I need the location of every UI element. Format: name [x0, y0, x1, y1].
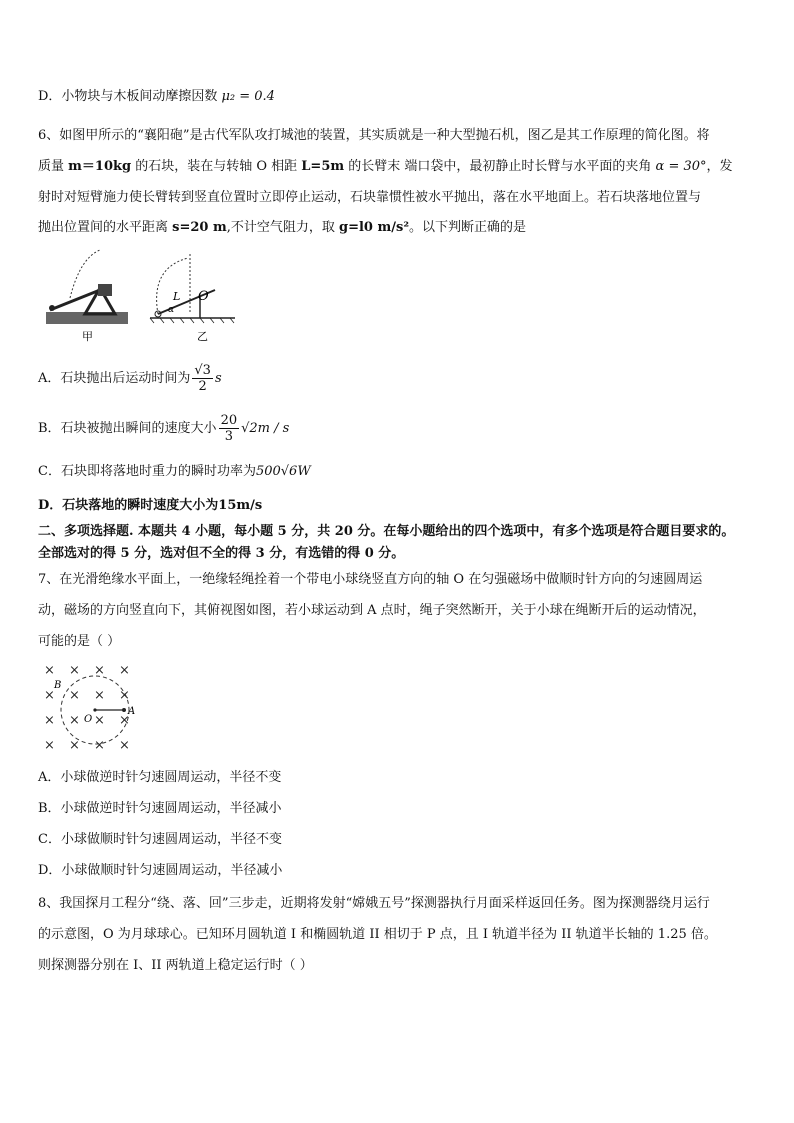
field-cross: × — [119, 713, 130, 728]
q5-option-d — [38, 89, 770, 105]
q7-option-a: A．小球做逆时针匀速圆周运动，半径不变 — [38, 770, 282, 785]
field-cross: × — [94, 713, 105, 728]
field-cross: × — [44, 688, 55, 703]
magnetic-field-diagram — [40, 658, 150, 758]
field-cross: × — [94, 663, 105, 678]
label-B: B — [54, 680, 62, 691]
fraction-denominator: 3 — [224, 429, 233, 444]
cross-grid — [44, 663, 130, 753]
q6-text: 。以下判断正确的是 — [409, 220, 527, 235]
q6-figure — [40, 248, 240, 344]
q7-option-c: C．小球做顺时针匀速圆周运动，半径不变 — [38, 832, 282, 847]
label-yi: 乙 — [197, 330, 208, 343]
section2-line2: 全部选对的得 5 分，选对但不全的得 3 分，有选错的得 0 分。 — [38, 546, 405, 561]
q6-text: ,不计空气阻力，取 — [226, 220, 339, 235]
label-L: L — [173, 290, 181, 303]
catapult-diagram — [40, 248, 240, 344]
label-O: O — [84, 714, 93, 725]
axis-O-point — [93, 708, 96, 711]
field-cross: × — [69, 713, 80, 728]
q6-option-c-text: C．石块即将落地时重力的瞬时功率为 — [38, 464, 256, 479]
q6-text: ，发 — [706, 159, 733, 174]
q7-stem-line3: 可能的是（ ） — [38, 634, 121, 649]
q7-figure — [40, 658, 150, 758]
q6-option-d: D．石块落地的瞬时速度大小为15m/s — [38, 498, 263, 513]
q6-stem-line3: 射时对短臂施力使长臂转到竖直位置时立即停止运动，石块靠惯性被水平抛出，落在水平地面上。若石块落地位置与 — [38, 190, 702, 205]
q5-option-d-text: D．小物块与木板间动摩擦因数 — [38, 89, 218, 104]
q6-text: 的长臂末 端口袋中，最初静止时长臂与水平面的夹角 — [344, 159, 656, 174]
q6-option-c-math: 500√6W — [255, 464, 311, 479]
q6-option-a-unit: s — [214, 371, 222, 386]
q6-option-a-text: A．石块抛出后运动时间为 — [38, 371, 191, 386]
q6-distance: s=20 m — [172, 220, 227, 235]
field-cross: × — [44, 663, 55, 678]
field-cross: × — [44, 738, 55, 753]
q6-option-c — [38, 464, 770, 480]
q6-stem-line2 — [38, 159, 770, 175]
label-A: A — [128, 706, 136, 717]
catapult-weight — [98, 284, 112, 296]
fraction-numerator: √3 — [194, 363, 211, 378]
q7-stem-line1: 7、在光滑绝缘水平面上，一绝缘轻绳拴着一个带电小球绕竖直方向的轴 O 在匀强磁场中做顺时针方向的匀速圆周运 — [38, 572, 703, 587]
field-cross: × — [69, 663, 80, 678]
field-cross: × — [44, 713, 55, 728]
q6-stem-line1: 6、如图甲所示的“襄阳砲”是古代军队攻打城池的装置，其实质就是一种大型抛石机，图乙是其工作原理的简化图。将 — [38, 128, 710, 143]
label-jia: 甲 — [82, 330, 93, 343]
q7-option-d: D．小球做顺时针匀速圆周运动，半径减小 — [38, 863, 283, 878]
section2-line1: 二、多项选择题. 本题共 4 小题，每小题 5 分，共 20 分。在每小题给出的四个选项中，有多个选项是符合题目要求的。 — [38, 524, 735, 539]
stone — [49, 305, 55, 311]
field-cross: × — [69, 688, 80, 703]
q5-option-d-math: μ₂ = 0.4 — [221, 89, 275, 104]
label-alpha: α — [168, 305, 175, 315]
q8-stem-line2: 的示意图，O 为月球球心。已知环月圆轨道 I 和椭圆轨道 II 相切于 P 点，且 I 轨道半径为 II 轨道半长轴的 1.25 倍。 — [38, 927, 717, 942]
field-cross: × — [94, 738, 105, 753]
fraction-denominator: 2 — [198, 379, 207, 394]
q6-option-a-fraction — [192, 363, 213, 394]
q6-option-b — [38, 410, 770, 448]
field-cross: × — [69, 738, 80, 753]
q6-option-a — [38, 360, 770, 398]
q6-text: 抛出位置间的水平距离 — [38, 220, 173, 235]
q8-stem-line1: 8、我国探月工程分“绕、落、回”三步走，近期将发射“嫦娥五号”探测器执行月面采样返回任务。图为探测器绕月运行 — [38, 896, 710, 911]
q7-option-b: B．小球做逆时针匀速圆周运动，半径减小 — [38, 801, 282, 816]
q6-option-b-fraction — [219, 413, 240, 444]
q6-option-b-math: √2m / s — [241, 421, 290, 436]
fraction-numerator: 20 — [220, 413, 238, 428]
q6-option-b-text: B．石块被抛出瞬间的速度大小 — [38, 421, 217, 436]
q6-gravity: g=l0 m/s² — [339, 220, 410, 235]
field-cross: × — [119, 738, 130, 753]
ball-A — [122, 708, 126, 712]
q6-stem-line4 — [38, 220, 770, 236]
q6-length: L=5m — [301, 159, 345, 174]
field-cross: × — [119, 688, 130, 703]
q7-stem-line2: 动，磁场的方向竖直向下，其俯视图如图，若小球运动到 A 点时，绳子突然断开，关于小球在绳断开后的运动情况， — [38, 603, 706, 618]
label-O: O — [198, 289, 209, 304]
field-cross: × — [119, 663, 130, 678]
q8-stem-line3: 则探测器分别在 I、II 两轨道上稳定运行时（ ） — [38, 958, 313, 973]
q6-text: 质量 — [38, 159, 69, 174]
field-cross: × — [94, 688, 105, 703]
q6-angle: α = 30° — [655, 159, 707, 174]
q6-mass: m＝10kg — [68, 159, 132, 174]
q6-text: 的石块，装在与转轴 O 相距 — [131, 159, 302, 174]
